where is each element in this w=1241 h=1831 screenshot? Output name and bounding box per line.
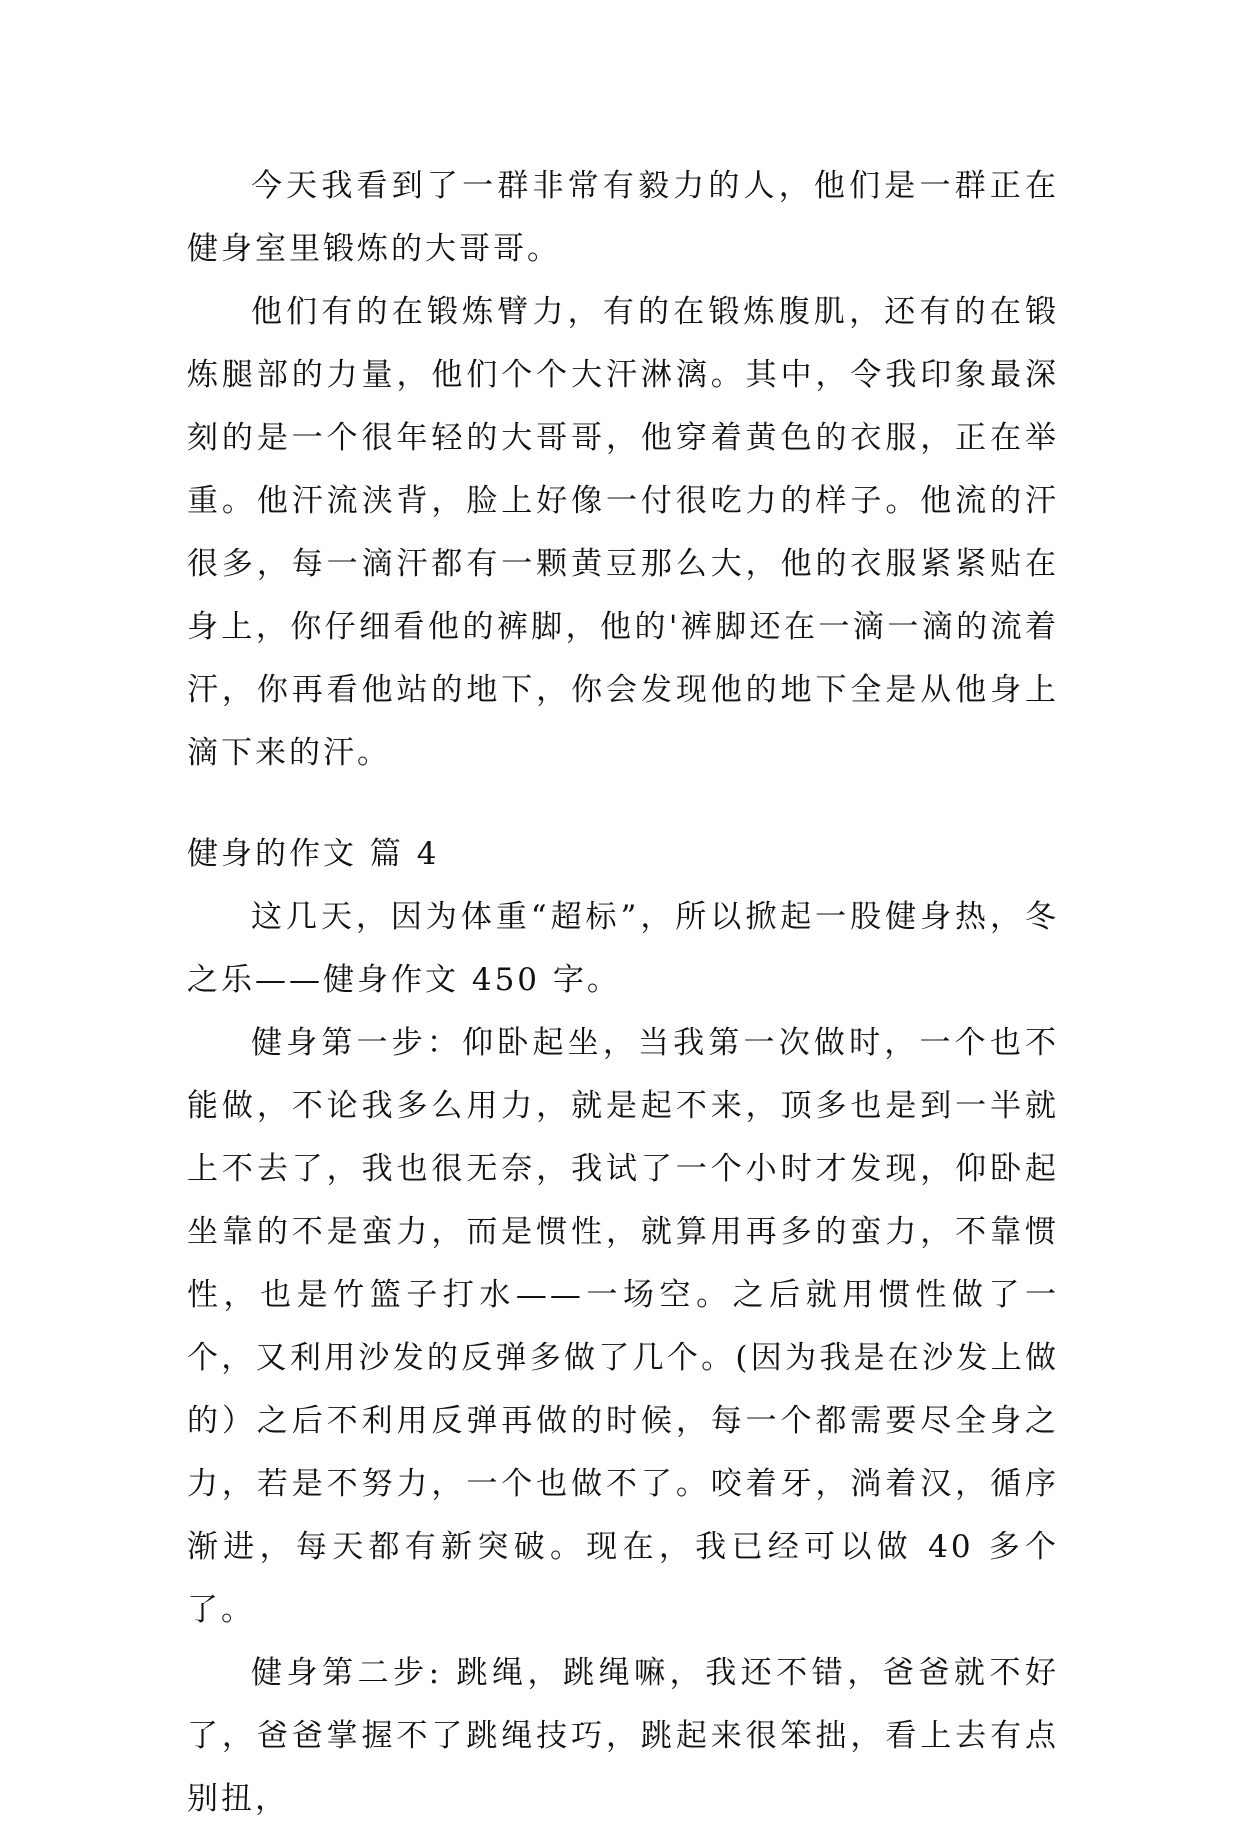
- paragraph-gym-detail: 他们有的在锻炼臂力，有的在锻炼腹肌，还有的在锻炼腿部的力量，他们个个大汗淋漓。其中，令我印象最深刻的是一个很年轻的大哥哥，他穿着黄色的衣服，正在举重。他汗流浃背，脸上好像一付很吃力的样子。他流的汗很多，每一滴汗都有一颗黄豆那么大，他的衣服紧紧贴在身上，你仔细看他的裤脚，他的'裤脚还在一滴一滴的流着汗，你再看他站的地下，你会发现他的地下全是从他身上滴下来的汗。: [187, 294, 1059, 771]
- paragraph-gym-intro: 今天我看到了一群非常有毅力的人，他们是一群正在健身室里锻炼的大哥哥。: [187, 168, 1059, 267]
- paragraph-step-one: 健身第一步：仰卧起坐，当我第一次做时，一个也不能做，不论我多么用力，就是起不来，顶多也是到一半就上不去了，我也很无奈，我试了一个小时才发现，仰卧起坐靠的不是蛮力，而是惯性，就算用再多的蛮力，不靠惯性，也是竹篮子打水——一场空。之后就用惯性做了一个，又利用沙发的反弹多做了几个。(因为我是在沙发上做的）之后不利用反弹再做的时候，每一个都需要尽全身之力，若是不努力，一个也做不了。咬着牙，淌着汉，循序渐进，每天都有新突破。现在，我已经可以做 40 多个了。: [187, 1025, 1059, 1628]
- document-body: [187, 155, 1059, 1831]
- essay-heading: 健身的作文 篇 4: [187, 836, 440, 872]
- paragraph-step-two: 健身第二步: 跳绳，跳绳嘛，我还不错，爸爸就不好了，爸爸掌握不了跳绳技巧，跳起来很笨拙，看上去有点别扭，: [187, 1655, 1059, 1817]
- section-spacer: [187, 785, 1059, 823]
- paragraph-essay-intro: 这几天，因为体重“超标”，所以掀起一股健身热，冬之乐——健身作文 450 字。: [187, 899, 1059, 998]
